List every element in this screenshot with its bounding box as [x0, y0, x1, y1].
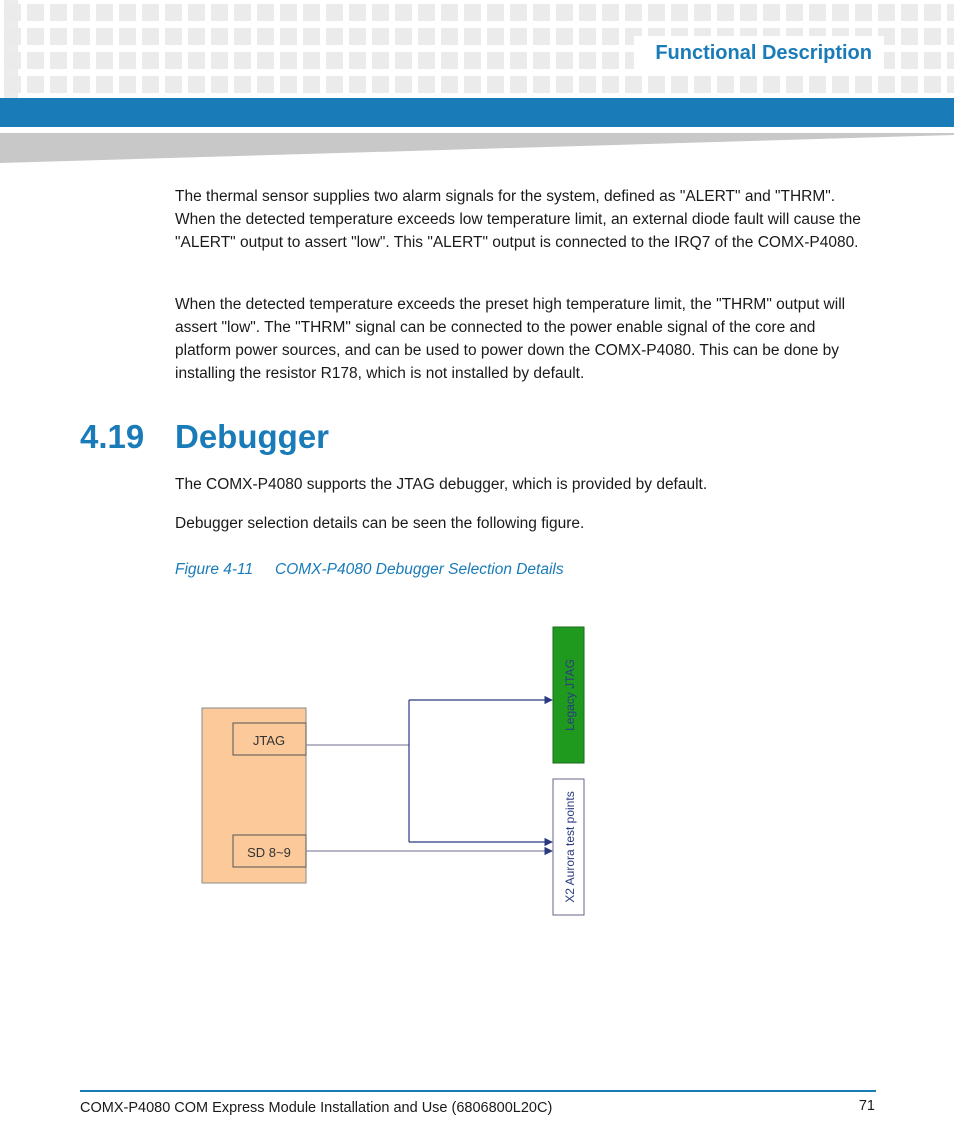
header-grid-cell: [326, 52, 343, 69]
header-grid-cell: [418, 76, 435, 93]
footer-document-title: COMX-P4080 COM Express Module Installation and Use (6806800L20C): [80, 1100, 553, 1116]
header-grid-cell: [533, 76, 550, 93]
aurora-test-points-label: X2 Aurora test points: [563, 791, 577, 903]
header-grid-cell: [349, 28, 366, 45]
header-grid-cell: [671, 76, 688, 93]
header-grid-cell: [50, 52, 67, 69]
header-grid-cell: [901, 28, 918, 45]
header-grid-cell: [740, 4, 757, 21]
section-title: Debugger: [175, 418, 330, 455]
header-grid-cell: [487, 76, 504, 93]
header-grid-cell: [418, 4, 435, 21]
header-grid-cell: [188, 28, 205, 45]
header-grid-cell: [510, 52, 527, 69]
header-grid-cell: [878, 4, 895, 21]
header-grid-cell: [510, 28, 527, 45]
header-grid-cell: [441, 28, 458, 45]
header-grid-cell: [188, 4, 205, 21]
header-grid-cell: [947, 76, 954, 93]
header-grid-cell: [142, 76, 159, 93]
header-grid-cell: [510, 4, 527, 21]
figure-number: Figure 4-11: [175, 561, 254, 578]
header-grid-cell: [372, 76, 389, 93]
header-grid-cell: [878, 76, 895, 93]
header-grid-cell: [717, 4, 734, 21]
header-grid-cell: [648, 4, 665, 21]
header-grid-cell: [280, 4, 297, 21]
header-grid-cell: [165, 28, 182, 45]
header-grid-cell: [303, 76, 320, 93]
header-grid-cell: [211, 52, 228, 69]
header-grid-cell: [4, 28, 21, 45]
header-grid-cell: [96, 52, 113, 69]
header-grid-cell: [257, 76, 274, 93]
header-grid-cell: [234, 28, 251, 45]
header-grid-cell: [602, 4, 619, 21]
header-grid-cell: [947, 4, 954, 21]
header-grid-cell: [73, 28, 90, 45]
chapter-title: Functional Description: [655, 42, 872, 64]
header-grid-cell: [96, 76, 113, 93]
header-grid-cell: [418, 52, 435, 69]
header-grid-cell: [855, 4, 872, 21]
header-grid-cell: [165, 4, 182, 21]
header-grid-cell: [556, 28, 573, 45]
header-grid-cell: [234, 76, 251, 93]
header-grid-cell: [901, 76, 918, 93]
header-grid-cell: [303, 52, 320, 69]
header-grid-cell: [924, 52, 941, 69]
header-grid-cell: [832, 76, 849, 93]
header-grid-cell: [855, 76, 872, 93]
header-grid-cell: [556, 4, 573, 21]
header-grid-cell: [901, 4, 918, 21]
section-number: 4.19: [80, 418, 145, 455]
header-grid-cell: [280, 52, 297, 69]
header-grid-cell: [579, 28, 596, 45]
header-grid-cell: [257, 52, 274, 69]
header-grid-cell: [372, 4, 389, 21]
header-grid-cell: [280, 28, 297, 45]
footer-rule: [80, 1090, 876, 1092]
header-grid-cell: [487, 4, 504, 21]
header-grid-cell: [947, 28, 954, 45]
header-grid-cell: [924, 4, 941, 21]
header-grid-cell: [533, 4, 550, 21]
header-grid-cell: [326, 76, 343, 93]
header-grid-cell: [717, 76, 734, 93]
header-grid-cell: [257, 28, 274, 45]
header-grid-cell: [901, 52, 918, 69]
header-grid-cell: [73, 76, 90, 93]
header-grid-cell: [487, 28, 504, 45]
figure-caption: [175, 561, 564, 579]
figure-caption-text: COMX-P4080 Debugger Selection Details: [275, 561, 564, 578]
header-grid-cell: [372, 28, 389, 45]
header-grid-cell: [625, 4, 642, 21]
header-grid-cell: [533, 28, 550, 45]
paragraph-thermal-alert: The thermal sensor supplies two alarm signals for the system, defined as "ALERT" and "THRM". When the detected temperature exceeds low temperature limit, an external diode fault will cause the "ALERT" output to assert "low". This "ALERT" output is connected to the IRQ7 of the COMX-P4080.: [175, 188, 861, 251]
header-grid-cell: [211, 76, 228, 93]
header-grid-cell: [441, 52, 458, 69]
header-grid-cell: [303, 28, 320, 45]
header-grid-cell: [464, 4, 481, 21]
header-grid-cell: [464, 76, 481, 93]
header-grid-cell: [418, 28, 435, 45]
jtag-port-label: JTAG: [252, 733, 286, 748]
header-blue-bar: [0, 98, 954, 127]
header-grid-cell: [73, 4, 90, 21]
header-grid-cell: [27, 28, 44, 45]
header-grid-cell: [947, 52, 954, 69]
header-grid-cell: [4, 52, 21, 69]
header-grid-cell: [556, 76, 573, 93]
header-grid-cell: [73, 52, 90, 69]
header-grid-cell: [579, 52, 596, 69]
header-grid-cell: [349, 76, 366, 93]
header-grid-cell: [740, 76, 757, 93]
header-grid-cell: [234, 4, 251, 21]
header-grid-cell: [303, 4, 320, 21]
header-grid-cell: [441, 76, 458, 93]
header-grid-cell: [602, 28, 619, 45]
sd-port-label: SD 8~9: [247, 845, 291, 860]
header-grid-cell: [280, 76, 297, 93]
header-grid-cell: [234, 52, 251, 69]
header-grid-cell: [533, 52, 550, 69]
header-grid-cell: [924, 76, 941, 93]
page-number: 71: [858, 1098, 875, 1114]
header-grid-cell: [119, 76, 136, 93]
header-grid-cell: [648, 76, 665, 93]
header-grid-cell: [395, 28, 412, 45]
header-grid-cell: [165, 76, 182, 93]
header-grid-cell: [395, 52, 412, 69]
header-grid-cell: [786, 76, 803, 93]
header-grid-cell: [96, 4, 113, 21]
header-grid-cell: [510, 76, 527, 93]
header-grid-cell: [119, 4, 136, 21]
paragraph-debugger-intro: The COMX-P4080 supports the JTAG debugger, which is provided by default.: [175, 476, 708, 493]
paragraph-debugger-selection: Debugger selection details can be seen the following figure.: [175, 515, 585, 532]
header-grid-cell: [924, 28, 941, 45]
header-grid-cell: [349, 4, 366, 21]
header-grid-cell: [50, 28, 67, 45]
header-grid-cell: [142, 4, 159, 21]
header-grid-cell: [4, 76, 21, 93]
debugger-selection-diagram: [195, 620, 595, 925]
header-grid-cell: [211, 28, 228, 45]
header-grid-cell: [395, 4, 412, 21]
header-grid-cell: [50, 4, 67, 21]
header-grid-cell: [188, 52, 205, 69]
header-grid-cell: [763, 76, 780, 93]
header-grid-cell: [142, 52, 159, 69]
header-grid-cell: [786, 4, 803, 21]
header-grid-cell: [395, 76, 412, 93]
header-grid-cell: [4, 4, 21, 21]
legacy-jtag-label: Legacy JTAG: [563, 659, 577, 731]
header-grid-cell: [165, 52, 182, 69]
header-grid-cell: [694, 4, 711, 21]
section-heading: [80, 418, 329, 456]
header-grid-cell: [556, 52, 573, 69]
header-grid-cell: [694, 76, 711, 93]
header-grid-cell: [27, 76, 44, 93]
header-grid-cell: [119, 52, 136, 69]
header-grid-cell: [326, 28, 343, 45]
header-grid-cell: [211, 4, 228, 21]
header-grid-cell: [602, 76, 619, 93]
header-grid-cell: [96, 28, 113, 45]
header-grid-cell: [671, 4, 688, 21]
header-grid-cell: [579, 76, 596, 93]
header-grid-cell: [763, 4, 780, 21]
header-grid-cell: [832, 4, 849, 21]
header-grid-cell: [326, 4, 343, 21]
header-grid-cell: [602, 52, 619, 69]
header-grid-cell: [119, 28, 136, 45]
header-grid-cell: [809, 4, 826, 21]
header-grid-cell: [349, 52, 366, 69]
paragraph-thermal-thrm: When the detected temperature exceeds the preset high temperature limit, the "THRM" output will assert "low". The "THRM" signal can be connected to the power enable signal of the core and platform power sources, and can be used to power down the COMX-P4080. This can be done by installing the resistor R178, which is not installed by default.: [175, 296, 846, 382]
header-grid-cell: [188, 76, 205, 93]
header-grid-cell: [487, 52, 504, 69]
header-grid-cell: [625, 76, 642, 93]
header-grid-cell: [257, 4, 274, 21]
header-grid-cell: [464, 28, 481, 45]
header-grid-cell: [142, 28, 159, 45]
header-grey-wedge: [0, 133, 954, 163]
header-grid-cell: [50, 76, 67, 93]
header-grid-cell: [441, 4, 458, 21]
header-grid-cell: [579, 4, 596, 21]
header-grid-cell: [372, 52, 389, 69]
header-grid-cell: [27, 4, 44, 21]
header-grid-cell: [27, 52, 44, 69]
header-grid-cell: [464, 52, 481, 69]
header-grid-cell: [809, 76, 826, 93]
